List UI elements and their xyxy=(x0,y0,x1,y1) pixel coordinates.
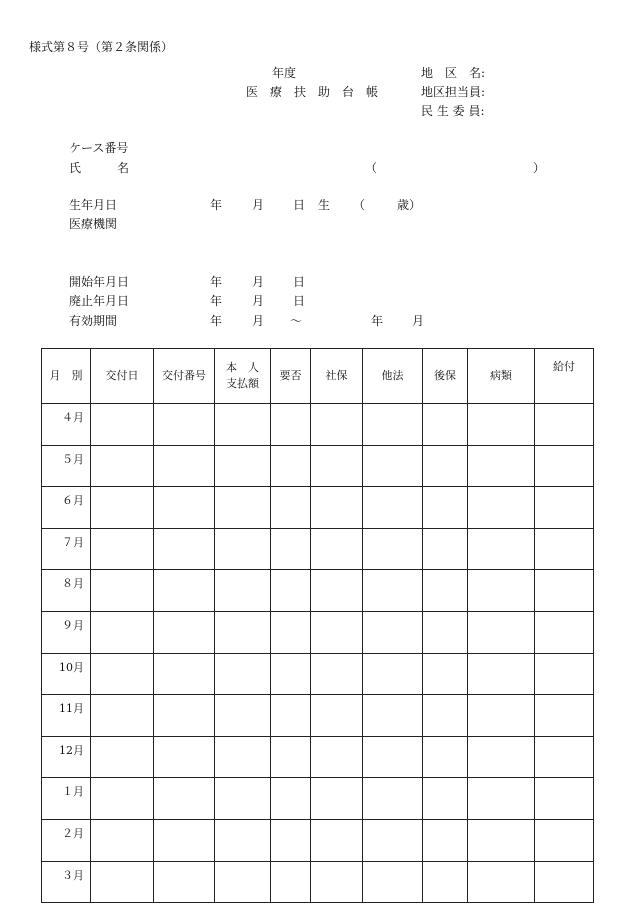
header-self-label: 本 人 xyxy=(226,360,259,374)
start-year: 年 xyxy=(210,275,223,289)
entry-cell[interactable] xyxy=(423,778,468,820)
header-other-law: 他法 xyxy=(363,349,423,404)
month-cell: ７月 xyxy=(42,528,91,570)
entry-cell[interactable] xyxy=(311,611,363,653)
entry-cell[interactable] xyxy=(154,487,215,529)
month-cell: 11月 xyxy=(42,695,91,737)
month-cell: ３月 xyxy=(42,861,91,903)
entry-cell[interactable] xyxy=(468,570,535,612)
entry-cell[interactable] xyxy=(311,695,363,737)
entry-cell[interactable] xyxy=(154,861,215,903)
entry-cell[interactable] xyxy=(91,570,154,612)
entry-cell[interactable] xyxy=(271,861,311,903)
entry-cell[interactable] xyxy=(363,736,423,778)
entry-cell[interactable] xyxy=(271,570,311,612)
valid-year-from: 年 xyxy=(210,314,223,328)
entry-cell[interactable] xyxy=(363,570,423,612)
name-paren-close: ） xyxy=(533,161,546,175)
entry-cell[interactable] xyxy=(423,736,468,778)
table-row xyxy=(42,611,594,653)
entry-cell[interactable] xyxy=(215,404,271,446)
entry-cell[interactable] xyxy=(91,611,154,653)
entry-cell[interactable] xyxy=(423,695,468,737)
entry-cell[interactable] xyxy=(535,861,594,903)
entry-cell[interactable] xyxy=(363,653,423,695)
header-social-insurance: 社保 xyxy=(311,349,363,404)
entry-cell[interactable] xyxy=(215,445,271,487)
birth-born: 生 xyxy=(318,198,331,212)
entry-cell[interactable] xyxy=(311,778,363,820)
entry-cell[interactable] xyxy=(535,611,594,653)
start-day: 日 xyxy=(293,275,306,289)
entry-cell[interactable] xyxy=(363,487,423,529)
entry-cell[interactable] xyxy=(363,528,423,570)
month-cell: ４月 xyxy=(42,404,91,446)
table-row xyxy=(42,404,594,446)
entry-cell[interactable] xyxy=(468,736,535,778)
header-month: 月 別 xyxy=(42,349,91,404)
entry-cell[interactable] xyxy=(363,695,423,737)
entry-cell[interactable] xyxy=(154,736,215,778)
entry-cell[interactable] xyxy=(468,487,535,529)
header-benefit: 給付 xyxy=(535,349,594,404)
month-cell: ５月 xyxy=(42,445,91,487)
header-necessity: 要否 xyxy=(271,349,311,404)
entry-cell[interactable] xyxy=(215,819,271,861)
entry-cell[interactable] xyxy=(311,487,363,529)
entry-cell[interactable] xyxy=(271,736,311,778)
entry-cell[interactable] xyxy=(311,653,363,695)
entry-cell[interactable] xyxy=(468,861,535,903)
entry-cell[interactable] xyxy=(215,653,271,695)
entry-cell[interactable] xyxy=(91,404,154,446)
header-self-payment xyxy=(215,349,271,404)
entry-cell[interactable] xyxy=(363,445,423,487)
valid-month-from: 月 xyxy=(252,314,265,328)
month-cell: 12月 xyxy=(42,736,91,778)
entry-cell[interactable] xyxy=(423,611,468,653)
end-date-label: 廃止年月日 xyxy=(69,294,130,308)
year-label: 年度 xyxy=(272,66,297,80)
entry-cell[interactable] xyxy=(91,695,154,737)
entry-cell[interactable] xyxy=(535,819,594,861)
entry-cell[interactable] xyxy=(154,653,215,695)
table-row xyxy=(42,736,594,778)
entry-cell[interactable] xyxy=(363,819,423,861)
entry-cell[interactable] xyxy=(271,695,311,737)
entry-cell[interactable] xyxy=(311,736,363,778)
entry-cell[interactable] xyxy=(91,736,154,778)
table-row xyxy=(42,861,594,903)
age-unit: 歳） xyxy=(397,198,422,212)
entry-cell[interactable] xyxy=(535,445,594,487)
entry-cell[interactable] xyxy=(311,819,363,861)
name-label: 氏 名 xyxy=(69,161,130,175)
district-name-label: 地 区 名: xyxy=(421,66,486,80)
entry-cell[interactable] xyxy=(535,695,594,737)
table-row xyxy=(42,487,594,529)
birth-year: 年 xyxy=(210,198,223,212)
entry-cell[interactable] xyxy=(423,819,468,861)
start-date-label: 開始年月日 xyxy=(69,275,130,289)
entry-cell[interactable] xyxy=(311,528,363,570)
table-row xyxy=(42,695,594,737)
table-row xyxy=(42,570,594,612)
birth-month: 月 xyxy=(252,198,265,212)
entry-cell[interactable] xyxy=(423,404,468,446)
entry-cell[interactable] xyxy=(271,819,311,861)
header-issue-number: 交付番号 xyxy=(154,349,215,404)
entry-cell[interactable] xyxy=(535,528,594,570)
entry-cell[interactable] xyxy=(271,778,311,820)
valid-month-to: 月 xyxy=(412,314,425,328)
entry-cell[interactable] xyxy=(535,404,594,446)
entry-cell[interactable] xyxy=(535,570,594,612)
entry-cell[interactable] xyxy=(215,611,271,653)
entry-cell[interactable] xyxy=(271,445,311,487)
birth-label: 生年月日 xyxy=(69,198,118,212)
entry-cell[interactable] xyxy=(271,653,311,695)
table-row xyxy=(42,528,594,570)
entry-cell[interactable] xyxy=(154,570,215,612)
entry-cell[interactable] xyxy=(535,653,594,695)
form-label: 様式第８号（第２条関係） xyxy=(29,40,174,54)
entry-cell[interactable] xyxy=(363,778,423,820)
header-disease-type: 病類 xyxy=(468,349,535,404)
entry-cell[interactable] xyxy=(423,861,468,903)
header-late-elderly: 後保 xyxy=(423,349,468,404)
age-paren-open: （ xyxy=(353,198,366,212)
entry-cell[interactable] xyxy=(271,528,311,570)
entry-cell[interactable] xyxy=(363,861,423,903)
entry-cell[interactable] xyxy=(91,861,154,903)
entry-cell[interactable] xyxy=(311,861,363,903)
entry-cell[interactable] xyxy=(91,778,154,820)
entry-cell[interactable] xyxy=(311,445,363,487)
start-month: 月 xyxy=(252,275,265,289)
end-day: 日 xyxy=(293,294,306,308)
entry-cell[interactable] xyxy=(468,819,535,861)
entry-cell[interactable] xyxy=(154,611,215,653)
end-year: 年 xyxy=(210,294,223,308)
entry-cell[interactable] xyxy=(363,404,423,446)
district-staff-label: 地区担当員: xyxy=(421,85,486,99)
valid-period-label: 有効期間 xyxy=(69,314,118,328)
medical-aid-ledger-table xyxy=(41,348,594,903)
welfare-commissioner-label: 民 生 委 員: xyxy=(421,104,485,118)
month-cell: 10月 xyxy=(42,653,91,695)
header-issue-date: 交付日 xyxy=(91,349,154,404)
entry-cell[interactable] xyxy=(271,404,311,446)
entry-cell[interactable] xyxy=(468,695,535,737)
entry-cell[interactable] xyxy=(91,653,154,695)
entry-cell[interactable] xyxy=(363,611,423,653)
entry-cell[interactable] xyxy=(154,404,215,446)
month-cell: ８月 xyxy=(42,570,91,612)
entry-cell[interactable] xyxy=(215,528,271,570)
table-row xyxy=(42,819,594,861)
valid-year-to: 年 xyxy=(371,314,384,328)
entry-cell[interactable] xyxy=(154,695,215,737)
entry-cell[interactable] xyxy=(154,778,215,820)
entry-cell[interactable] xyxy=(535,736,594,778)
entry-cell[interactable] xyxy=(468,528,535,570)
entry-cell[interactable] xyxy=(468,778,535,820)
entry-cell[interactable] xyxy=(271,487,311,529)
header-payment-label: 支払額 xyxy=(226,377,259,390)
entry-cell[interactable] xyxy=(423,528,468,570)
name-paren-open: （ xyxy=(365,161,378,175)
entry-cell[interactable] xyxy=(423,570,468,612)
entry-cell[interactable] xyxy=(91,819,154,861)
entry-cell[interactable] xyxy=(468,653,535,695)
entry-cell[interactable] xyxy=(311,404,363,446)
entry-cell[interactable] xyxy=(423,653,468,695)
month-cell: ９月 xyxy=(42,611,91,653)
case-number-label: ケース番号 xyxy=(69,141,129,155)
entry-cell[interactable] xyxy=(215,695,271,737)
valid-tilde: ～ xyxy=(290,314,303,328)
table-row xyxy=(42,778,594,820)
entry-cell[interactable] xyxy=(423,445,468,487)
entry-cell[interactable] xyxy=(423,487,468,529)
entry-cell[interactable] xyxy=(535,778,594,820)
entry-cell[interactable] xyxy=(535,487,594,529)
institution-label: 医療機関 xyxy=(69,217,118,231)
entry-cell[interactable] xyxy=(154,445,215,487)
entry-cell[interactable] xyxy=(91,528,154,570)
entry-cell[interactable] xyxy=(91,487,154,529)
entry-cell[interactable] xyxy=(154,819,215,861)
entry-cell[interactable] xyxy=(311,570,363,612)
entry-cell[interactable] xyxy=(468,445,535,487)
month-cell: ６月 xyxy=(42,487,91,529)
table-header-row xyxy=(42,349,594,404)
entry-cell[interactable] xyxy=(468,611,535,653)
end-month: 月 xyxy=(252,294,265,308)
entry-cell[interactable] xyxy=(215,861,271,903)
table-row xyxy=(42,653,594,695)
entry-cell[interactable] xyxy=(91,445,154,487)
entry-cell[interactable] xyxy=(154,528,215,570)
entry-cell[interactable] xyxy=(215,570,271,612)
entry-cell[interactable] xyxy=(271,611,311,653)
entry-cell[interactable] xyxy=(215,736,271,778)
ledger-title: 医 療 扶 助 台 帳 xyxy=(246,85,379,99)
entry-cell[interactable] xyxy=(215,487,271,529)
month-cell: ２月 xyxy=(42,819,91,861)
entry-cell[interactable] xyxy=(468,404,535,446)
month-cell: １月 xyxy=(42,778,91,820)
birth-day: 日 xyxy=(293,198,306,212)
table-row xyxy=(42,445,594,487)
entry-cell[interactable] xyxy=(215,778,271,820)
